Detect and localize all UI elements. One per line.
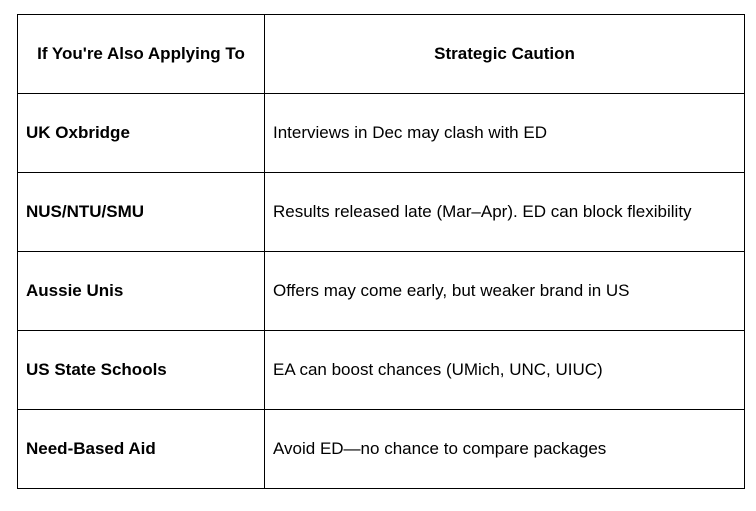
table-header [18, 15, 745, 94]
school-cell: Aussie Unis [18, 252, 265, 331]
caution-cell: Avoid ED—no chance to compare packages [265, 410, 745, 489]
caution-cell: EA can boost chances (UMich, UNC, UIUC) [265, 331, 745, 410]
table-body [18, 94, 745, 489]
table-row [18, 252, 745, 331]
school-cell: UK Oxbridge [18, 94, 265, 173]
table-row [18, 94, 745, 173]
header-also-applying-to: If You're Also Applying To [18, 15, 265, 94]
school-cell: NUS/NTU/SMU [18, 173, 265, 252]
school-cell: US State Schools [18, 331, 265, 410]
header-strategic-caution: Strategic Caution [265, 15, 745, 94]
caution-cell: Offers may come early, but weaker brand in US [265, 252, 745, 331]
school-cell: Need-Based Aid [18, 410, 265, 489]
table-row [18, 173, 745, 252]
strategy-table [17, 14, 745, 489]
table-row [18, 410, 745, 489]
caution-cell: Results released late (Mar–Apr). ED can block flexibility [265, 173, 745, 252]
caution-cell: Interviews in Dec may clash with ED [265, 94, 745, 173]
header-row [18, 15, 745, 94]
table-row [18, 331, 745, 410]
